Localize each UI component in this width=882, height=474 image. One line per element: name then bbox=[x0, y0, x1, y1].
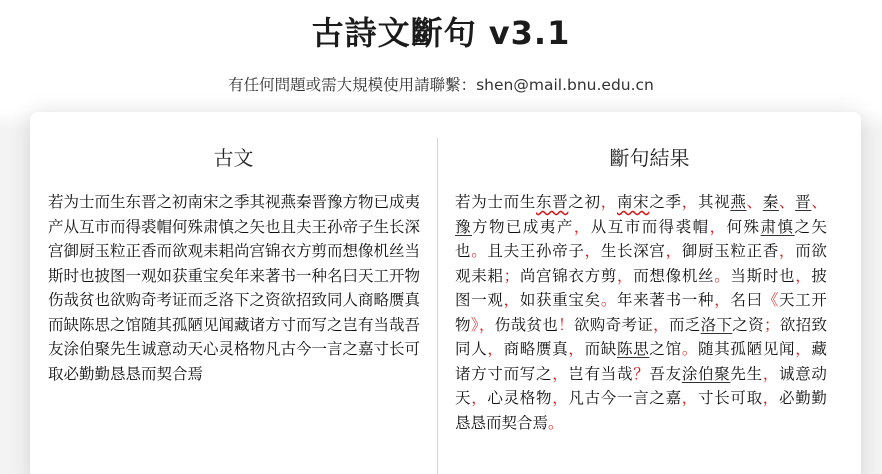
punctuation-mark: 《 bbox=[762, 291, 780, 309]
text-segment: 而欲观耒耜 bbox=[455, 242, 827, 285]
contact-info: 有任何問題或需大規模使用請聯繫：shen@mail.bnu.edu.cn bbox=[228, 76, 654, 94]
page-title: 古詩文斷句 v3.1 bbox=[311, 14, 571, 52]
punctuation-mark: ， bbox=[762, 364, 780, 383]
proper-noun: 涂伯聚 bbox=[681, 364, 731, 383]
punctuation-mark: ， bbox=[584, 242, 601, 260]
text-segment: 从互市而得裘帽 bbox=[590, 217, 710, 236]
text-segment: 而乏 bbox=[668, 315, 701, 334]
text-segment: 伤哉贫也 bbox=[494, 315, 559, 334]
punctuation-mark: ， bbox=[617, 266, 634, 285]
text-segment: 年来著书一种 bbox=[617, 291, 715, 309]
text-segment: 心灵格物 bbox=[487, 389, 553, 407]
punctuation-mark: ， bbox=[552, 364, 569, 383]
text-segment: 天工开物 bbox=[455, 291, 827, 334]
text-segment: 生长深宫 bbox=[600, 242, 666, 260]
panel-divider bbox=[437, 138, 438, 474]
proper-noun: 豫 bbox=[455, 217, 472, 236]
text-segment: 之矢也 bbox=[455, 217, 827, 260]
text-segment: 藏诸方寸而写之 bbox=[455, 340, 827, 383]
text-segment: 而缺 bbox=[584, 340, 618, 358]
punctuation-mark: ； bbox=[763, 315, 780, 334]
punctuation-mark: ， bbox=[665, 242, 682, 260]
punctuation-mark: ， bbox=[487, 340, 504, 358]
text-segment: 寸长可取 bbox=[698, 389, 763, 407]
text-segment: 先生 bbox=[730, 364, 763, 383]
text-segment: 之初 bbox=[568, 193, 601, 211]
punctuation-mark: ； bbox=[503, 266, 520, 285]
proper-noun: 晋 bbox=[795, 193, 812, 211]
punctuation-mark: ， bbox=[600, 193, 617, 211]
proper-noun: 秦 bbox=[762, 193, 779, 211]
text-segment: 御厨玉粒正香 bbox=[681, 242, 780, 260]
punctuation-mark: ， bbox=[762, 389, 779, 407]
punctuation-mark: ， bbox=[779, 242, 796, 260]
punctuation-mark: 、 bbox=[746, 193, 763, 211]
punctuation-mark: ， bbox=[503, 291, 520, 309]
text-segment: 之季 bbox=[649, 193, 682, 211]
text-segment: 凡古今一言之嘉 bbox=[568, 389, 682, 407]
text-segment: 方物已成夷产 bbox=[471, 217, 574, 236]
text-segment: 尚宫锦衣方剪 bbox=[519, 266, 618, 285]
punctuation-mark: ？ bbox=[633, 364, 650, 383]
punctuation-mark: ， bbox=[681, 389, 698, 407]
text-segment: 随其孤陋见闻 bbox=[698, 340, 796, 358]
punctuation-mark: 。 bbox=[681, 340, 699, 358]
text-segment: 欲招致同人 bbox=[455, 315, 827, 358]
result-text bbox=[455, 190, 827, 435]
text-segment: 如获重宝矣 bbox=[519, 291, 601, 309]
punctuation-mark: ， bbox=[709, 217, 727, 236]
dynasty-name: 东晋 bbox=[535, 193, 569, 211]
punctuation-mark: ， bbox=[573, 217, 591, 236]
proper-noun: 肃慎 bbox=[760, 217, 795, 236]
punctuation-mark: ， bbox=[653, 315, 669, 334]
punctuation-mark: 。 bbox=[548, 413, 564, 432]
text-segment: 披图一观 bbox=[455, 266, 827, 309]
punctuation-mark: 、 bbox=[778, 193, 796, 211]
main-card bbox=[30, 112, 861, 474]
punctuation-mark: 、 bbox=[811, 193, 827, 211]
proper-noun: 洛下 bbox=[700, 315, 733, 334]
punctuation-mark: ， bbox=[568, 340, 585, 358]
text-segment: 若为士而生 bbox=[455, 193, 536, 211]
text-segment: 必勤勤恳恳而契合焉 bbox=[455, 389, 827, 432]
text-segment: 名曰 bbox=[730, 291, 763, 309]
punctuation-mark: ， bbox=[471, 389, 488, 407]
proper-noun: 陈思 bbox=[617, 340, 650, 358]
punctuation-mark: ， bbox=[795, 266, 812, 285]
output-panel-title: 斷句結果 bbox=[609, 146, 690, 170]
proper-noun: 燕 bbox=[730, 193, 747, 211]
text-segment: 何殊 bbox=[726, 217, 761, 236]
input-text[interactable]: 若为士而生东晋之初南宋之季其视燕秦晋豫方物已成夷产从互市而得裘帽何殊肃慎之矢也且夫王孙帝子生长深宫御厨玉粒正香而欲观耒耜尚宫锦衣方剪而想像机丝当斯时也披图一观如获重宝矣年来著书一种名曰天工开物伤哉贫也欲购奇考证而乏洛下之资欲招致同人商略赝真而缺陈思之馆随其孤陋见闻藏诸方寸而写之岂有当哉吾友涂伯聚先生诚意动天心灵格物凡古今一言之嘉寸长可取必勤勤恳恳而契合焉 bbox=[48, 193, 421, 383]
punctuation-mark: ， bbox=[478, 315, 495, 334]
text-segment: 其视 bbox=[697, 193, 731, 211]
text-segment: 当斯时也 bbox=[730, 266, 796, 285]
text-segment: 诚意动天 bbox=[455, 364, 827, 407]
text-segment: 欲购奇考证 bbox=[573, 315, 654, 334]
punctuation-mark: 》 bbox=[470, 315, 479, 334]
punctuation-mark: 。 bbox=[471, 242, 488, 260]
punctuation-mark: ！ bbox=[558, 315, 574, 334]
text-segment: 且夫王孙帝子 bbox=[487, 242, 585, 260]
text-segment: 而想像机丝 bbox=[633, 266, 715, 285]
text-segment: 岂有当哉 bbox=[568, 364, 634, 383]
text-segment: 吾友 bbox=[649, 364, 682, 383]
text-segment: 之资 bbox=[732, 315, 764, 334]
text-segment: 商略赝真 bbox=[503, 340, 569, 358]
punctuation-mark: ， bbox=[552, 389, 569, 407]
punctuation-mark: ， bbox=[681, 193, 698, 211]
punctuation-mark: 。 bbox=[600, 291, 618, 309]
punctuation-mark: ， bbox=[795, 340, 812, 358]
text-segment: 之馆 bbox=[649, 340, 682, 358]
punctuation-mark: 。 bbox=[714, 266, 731, 285]
punctuation-mark: ， bbox=[714, 291, 731, 309]
dynasty-name: 南宋 bbox=[616, 193, 650, 211]
input-panel-title: 古文 bbox=[213, 146, 254, 170]
